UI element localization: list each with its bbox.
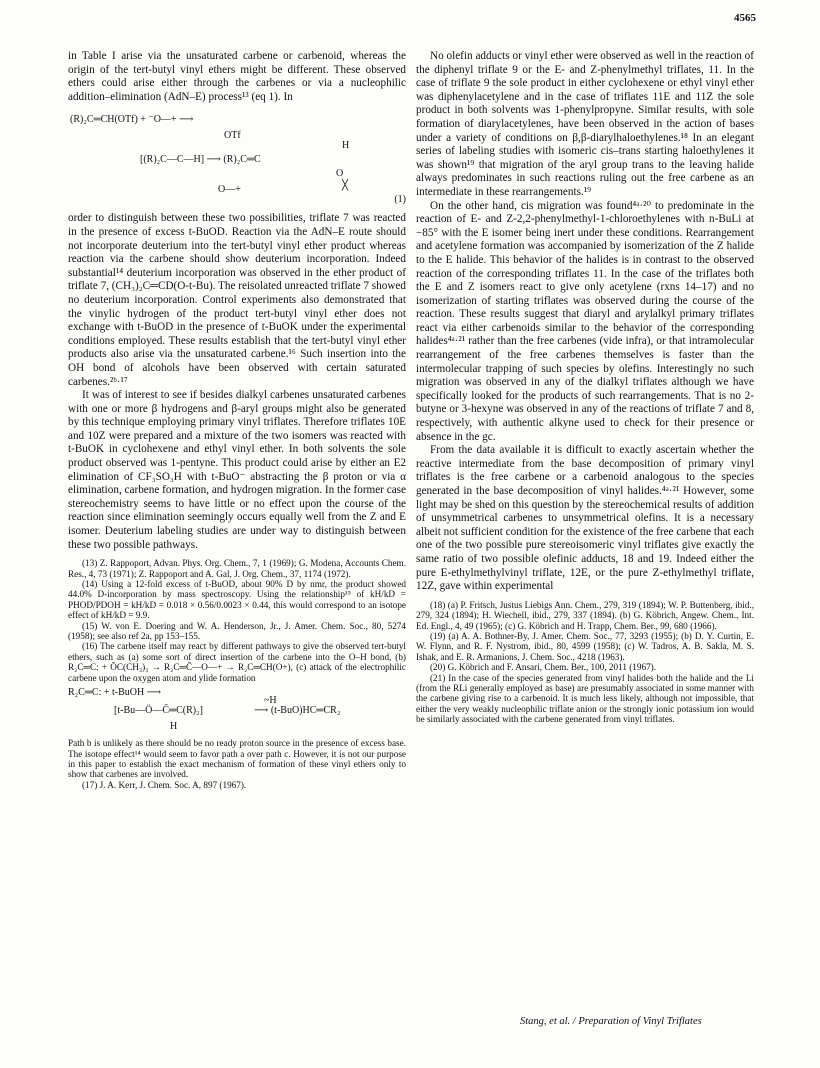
footnote-14: (14) Using a 12-fold excess of t-BuOD, about 90% D by nmr, the product showed 44.0% D-incorporation by mass spectroscopy. Using the relationship¹⁵ of kH/kD = PHOD/PDOH = kH/kD = 0.018 × 0.56/0.0023 × 0.44, this would correspond to an isotope effect of kH/kD = 9.9. <box>68 579 406 621</box>
page-number: 4565 <box>734 12 756 24</box>
footnote-19: (19) (a) A. A. Bothner-By, J. Amer. Chem. Soc., 77, 3293 (1955); (b) D. Y. Curtin, E. W. Flynn, and R. F. Nystrom, ibid., 80, 4599 (1958); (c) W. Tadros, A. B. Sakla, M. S. Ishak, and E. R. Armanions, J. Chem. Soc., 4218 (1963). <box>416 630 754 662</box>
footnote-15: (15) W. von E. Doering and W. A. Henderson, Jr., J. Amer. Chem. Soc., 80, 5274 (1958); see also ref 2a, pp 153–155. <box>68 620 406 642</box>
eq-line-2: [(R)₂C—C—H] ⟶ (R)₂C═C <box>140 154 261 166</box>
right-column <box>416 50 754 725</box>
paragraph: No olefin adducts or vinyl ether were observed as well in the reaction of the diphenyl triflate 9 or the E- and Z-phenylmethyl triflates, 11. In the case of triflate 9 the sole product in either cyclohexene or ethyl vinyl ether was diphenylacetylene and in the case of triflates 11E and 11Z the sole product in both solvents was 1-phenylpropyne. Similar results, with sole formation of diarylacetylenes, have been observed in the action of bases under a variety of conditions on β,β-diarylhaloethylenes.¹⁸ In an elegant series of labeling studies with isomeric cis–trans starting haloethylenes it was shown¹⁹ that migration of the aryl group trans to the leaving halide always predominates in such reactions ruling out the free carbene as an intermediate in these rearrangements.¹⁹ <box>416 50 754 198</box>
eq-h: H <box>342 140 350 152</box>
footnote-16-continued: Path b is unlikely as there should be no ready proton source in the presence of excess base. The isotope effect¹⁴ would seem to favor path a over path c. However, it is not our purpose in this paper to establish the exact mechanism of formation of these vinyl ethers only to show that carbenes are involved. <box>68 738 406 780</box>
footnote-18: (18) (a) P. Fritsch, Justus Liebigs Ann. Chem., 279, 319 (1894); W. P. Buttenberg, ibid., 279, 324 (1894); H. Wiechell, ibid., 279, 337 (1894). (b) G. Köbrich, Angew. Chem., Int. Ed. Engl., 4, 49 (1965); (c) G. Köbrich and H. Trapp, Chem. Ber., 99, 680 (1966). <box>416 599 754 631</box>
footnotes <box>68 558 406 790</box>
eq-o-tbu: O—+ <box>218 184 241 196</box>
scheme-line-2: [t-Bu—Ö—C̄═C(R)₂] <box>114 705 203 717</box>
equation-number: (1) <box>394 194 406 206</box>
footnote-21: (21) In the case of the species generated from vinyl halides both the halide and the Li (from the RLi generally employed as base) are presumably associated in some manner with the carbene giving rise to a carbenoid. It is much less likely, although not impossible, that either the very weakly nucleophilic triflate anion or the strongly ionic potassium ion would be similarly associated with the carbene generated from vinyl triflates. <box>416 672 754 725</box>
equation-1 <box>70 110 406 206</box>
footnote-17: (17) J. A. Kerr, J. Chem. Soc. A, 897 (1967). <box>82 779 247 790</box>
eq-o: O <box>336 168 344 180</box>
eq-line-1: (R)₂C═CH(OTf) + ⁻O—+ ⟶ <box>70 114 194 126</box>
scheme-arrow-label: ~H <box>264 695 277 707</box>
paragraph: order to distinguish between these two possibilities, triflate 7 was reacted in the presence of excess t-BuOD. Reaction via the AdN–E route should not incorporate deuterium into the tert-butyl vinyl ether product whereas reaction via the carbene should show deuterium incorporation. Indeed substantial¹⁴ deuterium incorporation was observed in the ether product of triflate 7, (CH₃)₂C═CD(O-t-Bu). The reisolated unreacted triflate 7 showed no deuterium incorporation. Control experiments also demonstrated that the vinylic hydrogen of the product tert-butyl vinyl ether does not exchange with t-BuOD in the presence of t-BuOK under the experimental conditions employed. These results establish that the tert-butyl vinyl ether products also arise via the unsaturated carbene.¹⁶ Such insertion into the OH bond of alcohols have been observed with certain saturated carbenes.²ᵇ·¹⁷ <box>68 212 406 388</box>
footnote-16: (16) The carbene itself may react by different pathways to give the observed tert-butyl ethers, such as (a) some sort of direct insertion of the carbene into the O–H bond, (b) R₂C═C: + ŌC(CH₃)₃ → R₂C═C̄—O—+ → R₂C═CH(O+), (c) attack of the electrophilic carbene upon the oxygen atom and ylide formation <box>68 641 406 683</box>
ylide-scheme <box>68 686 406 734</box>
running-footer: Stang, et al. / Preparation of Vinyl Triflates <box>520 1016 702 1027</box>
left-column <box>68 50 406 790</box>
scheme-line-1: R₂C═C: + t-BuOH ⟶ <box>68 687 162 699</box>
footnote-20: (20) G. Köbrich and F. Ansari, Chem. Ber., 100, 2011 (1967). <box>430 662 657 673</box>
paragraph: It was of interest to see if besides dialkyl carbenes unsaturated carbenes with one or more β hydrogens and β-aryl groups might also be generated by this technique employing primary vinyl triflates. Therefore triflates 10E and 10Z were prepared and a mixture of the two isomers was reacted with t-BuOK in cyclohexene and ethyl vinyl ether. In both solvents the sole product observed was 1-pentyne. This product could arise by either an E2 elimination of CF₃SO₃H with t-BuO⁻ abstracting the β proton or via α elimination, carbene formation, and hydrogen migration. In the former case stereochemistry seems to have little or no effect upon the course of the reaction since elimination seemingly occurs equally well from the Z and E isomer. Deuterium labeling studies are under way to distinguish between these two possible pathways. <box>68 389 406 551</box>
scheme-product: ⟶ (t-BuO)HC═CR₂ <box>254 705 341 717</box>
footnotes <box>416 600 754 725</box>
eq-tbu: ╳ <box>342 180 349 192</box>
eq-otf: OTf <box>224 130 241 142</box>
paragraph: On the other hand, cis migration was found⁴ᵃ·²⁰ to predominate in the reaction of E- and Z-2,2-phenylmethyl-1-chloroethylenes with n-BuLi at −85° with the E isomer being inert under these conditions. Rearrangement and acetylene formation was accompanied by isomerization of the Z halide to the E halide. This behavior of the halides is in contrast to the observed reaction of the corresponding triflates 11. In the case of the triflates both the E and Z isomers react to give only acetylene (rxns 14–17) and no isomerization of starting triflates was observed during the course of the reaction. These results suggest that diaryl and arylalkyl primary triflates react via either carbenoids similar to the behavior of the corresponding halides⁴ᵃ·²¹ rather than the free carbenes (vide infra), or that intramolecular rearrangement of the free carbenes themselves is faster than the intermolecular trapping of such species by olefins. Interestingly no such migration was observed in any of the dialkyl triflates although we have specifically looked for the products of such rearrangements. That is no 2-butyne or 3-hexyne was observed in any of the reactions of triflate 7 and 8, respectively, with authentic alkyne used to check for their presence or absence in the gc. <box>416 199 754 443</box>
footnote-13: (13) Z. Rappoport, Advan. Phys. Org. Chem., 7, 1 (1969); G. Modena, Accounts Chem. Res., 4, 73 (1971); Z. Rappoport and A. Gal, J. Org. Chem., 37, 1174 (1972). <box>68 558 406 579</box>
scheme-h: H <box>170 721 178 733</box>
paragraph: in Table I arise via the unsaturated carbene or carbenoid, whereas the origin of the tert-butyl vinyl ethers might be different. These observed ethers could arise either through the carbenes or via a nucleophilic addition–elimination (AdN–E) process¹³ (eq 1). In <box>68 50 406 103</box>
paragraph: From the data available it is difficult to exactly ascertain whether the reactive intermediate from the base decomposition of primary vinyl triflates is the free carbene or a carbenoid analogous to the species generated in the base decomposition of vinyl halides.⁴ᵃ·²¹ However, some light may be shed on this question by the stereochemical results of addition of unsymmetrical carbenes to unsymmetrical olefins. It is a necessary albeit not sufficient condition for the existence of the free carbene that each one of the two possible pure stereoisomeric vinyl triflates give exactly the same ratio of two possible olefinic adducts, 18 and 19. Indeed either the pure E-ethylmethylvinyl triflate, 12E, or the pure Z-ethylmethyl triflate, 12Z, gave within experimental <box>416 444 754 593</box>
